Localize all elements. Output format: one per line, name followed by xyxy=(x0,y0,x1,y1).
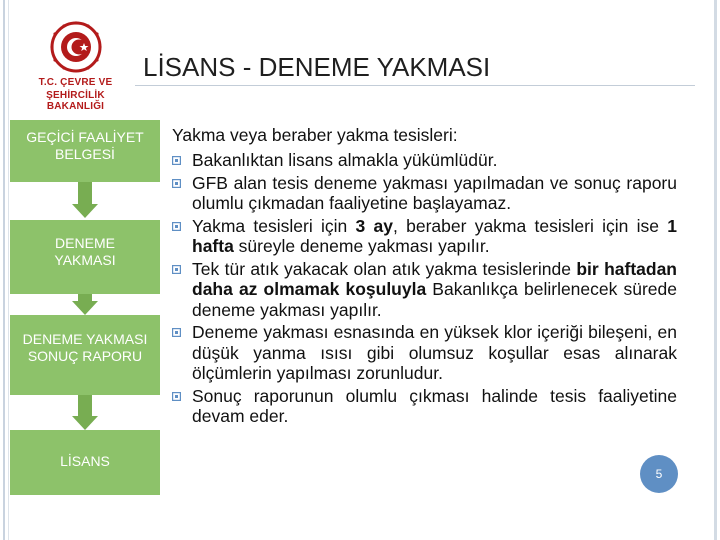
bullet-square-icon xyxy=(172,156,181,165)
flow-arrow-down xyxy=(72,294,98,315)
right-border-line xyxy=(714,0,717,540)
bullet-text: Tek tür atık yakacak olan atık yakma tesislerinde xyxy=(192,258,577,279)
bullet-text: Bakanlıktan lisans almakla yükümlüdür. xyxy=(192,150,498,170)
left-border-line xyxy=(3,0,5,540)
bullet-square-icon xyxy=(172,328,181,337)
bullet-item xyxy=(172,386,677,427)
content-heading: Yakma veya beraber yakma tesisleri: xyxy=(172,125,458,145)
bullet-square-icon xyxy=(172,392,181,401)
bullet-item xyxy=(172,173,677,214)
ministry-logo xyxy=(18,20,133,112)
bullet-text: süreyle deneme yakması yapılır. xyxy=(233,236,490,256)
bullet-list xyxy=(172,150,677,427)
flow-step-label: DENEME YAKMASI SONUÇ RAPORU xyxy=(22,331,148,364)
bullet-item xyxy=(172,150,677,171)
flow-step-label: DENEME YAKMASI xyxy=(54,235,116,268)
bullet-item xyxy=(172,216,677,257)
bullet-text-bold: 1 hafta xyxy=(192,215,677,256)
bullet-text: Sonuç raporunun olumlu çıkması halinde tesis faaliyetine devam eder. xyxy=(192,385,677,426)
bullet-square-icon xyxy=(172,222,181,231)
content-body xyxy=(172,124,677,429)
ministry-emblem-icon xyxy=(48,20,104,74)
flow-step-label: GEÇİCİ FAALİYET BELGESİ xyxy=(26,129,144,162)
flow-step-temporary-permit xyxy=(10,120,160,182)
flow-arrow-down xyxy=(72,395,98,430)
title-divider xyxy=(135,85,695,86)
logo-text-line-1: T.C. ÇEVRE VE xyxy=(38,77,113,88)
bullet-square-icon xyxy=(172,265,181,274)
left-border-line-inner xyxy=(8,0,9,540)
flow-step-label: LİSANS xyxy=(60,453,110,469)
flow-step-trial-burn-report xyxy=(10,315,160,395)
slide-title: LİSANS - DENEME YAKMASI xyxy=(143,52,491,82)
page-number-badge: 5 xyxy=(640,455,678,493)
bullet-text: , beraber yakma tesisleri için ise xyxy=(393,215,668,236)
bullet-square-icon xyxy=(172,179,181,188)
bullet-text-bold: 3 ay xyxy=(355,215,393,236)
bullet-item xyxy=(172,322,677,384)
flow-step-license xyxy=(10,430,160,495)
bullet-item xyxy=(172,259,677,321)
bullet-text: GFB alan tesis deneme yakması yapılmadan ve sonuç raporu olumlu çıkmadan faaliyetine başlayamaz. xyxy=(192,172,677,213)
flow-arrow-down xyxy=(72,182,98,220)
bullet-text-bold: bir haftadan daha az olmamak koşuluyla xyxy=(192,258,677,299)
bullet-text: Yakma tesisleri için xyxy=(192,215,356,236)
bullet-text: Deneme yakması esnasında en yüksek klor içeriği bileşeni, en düşük yanma ısısı gibi olumsuz koşullar esas alınarak ölçümlerin yapılması zorunludur. xyxy=(192,322,677,383)
bullet-text: Bakanlıkça belirlenecek sürede deneme yakması yapılır. xyxy=(192,279,677,320)
flow-step-trial-burn xyxy=(10,220,160,294)
logo-text-line-2: ŞEHİRCİLİK BAKANLIĞI xyxy=(46,90,105,112)
